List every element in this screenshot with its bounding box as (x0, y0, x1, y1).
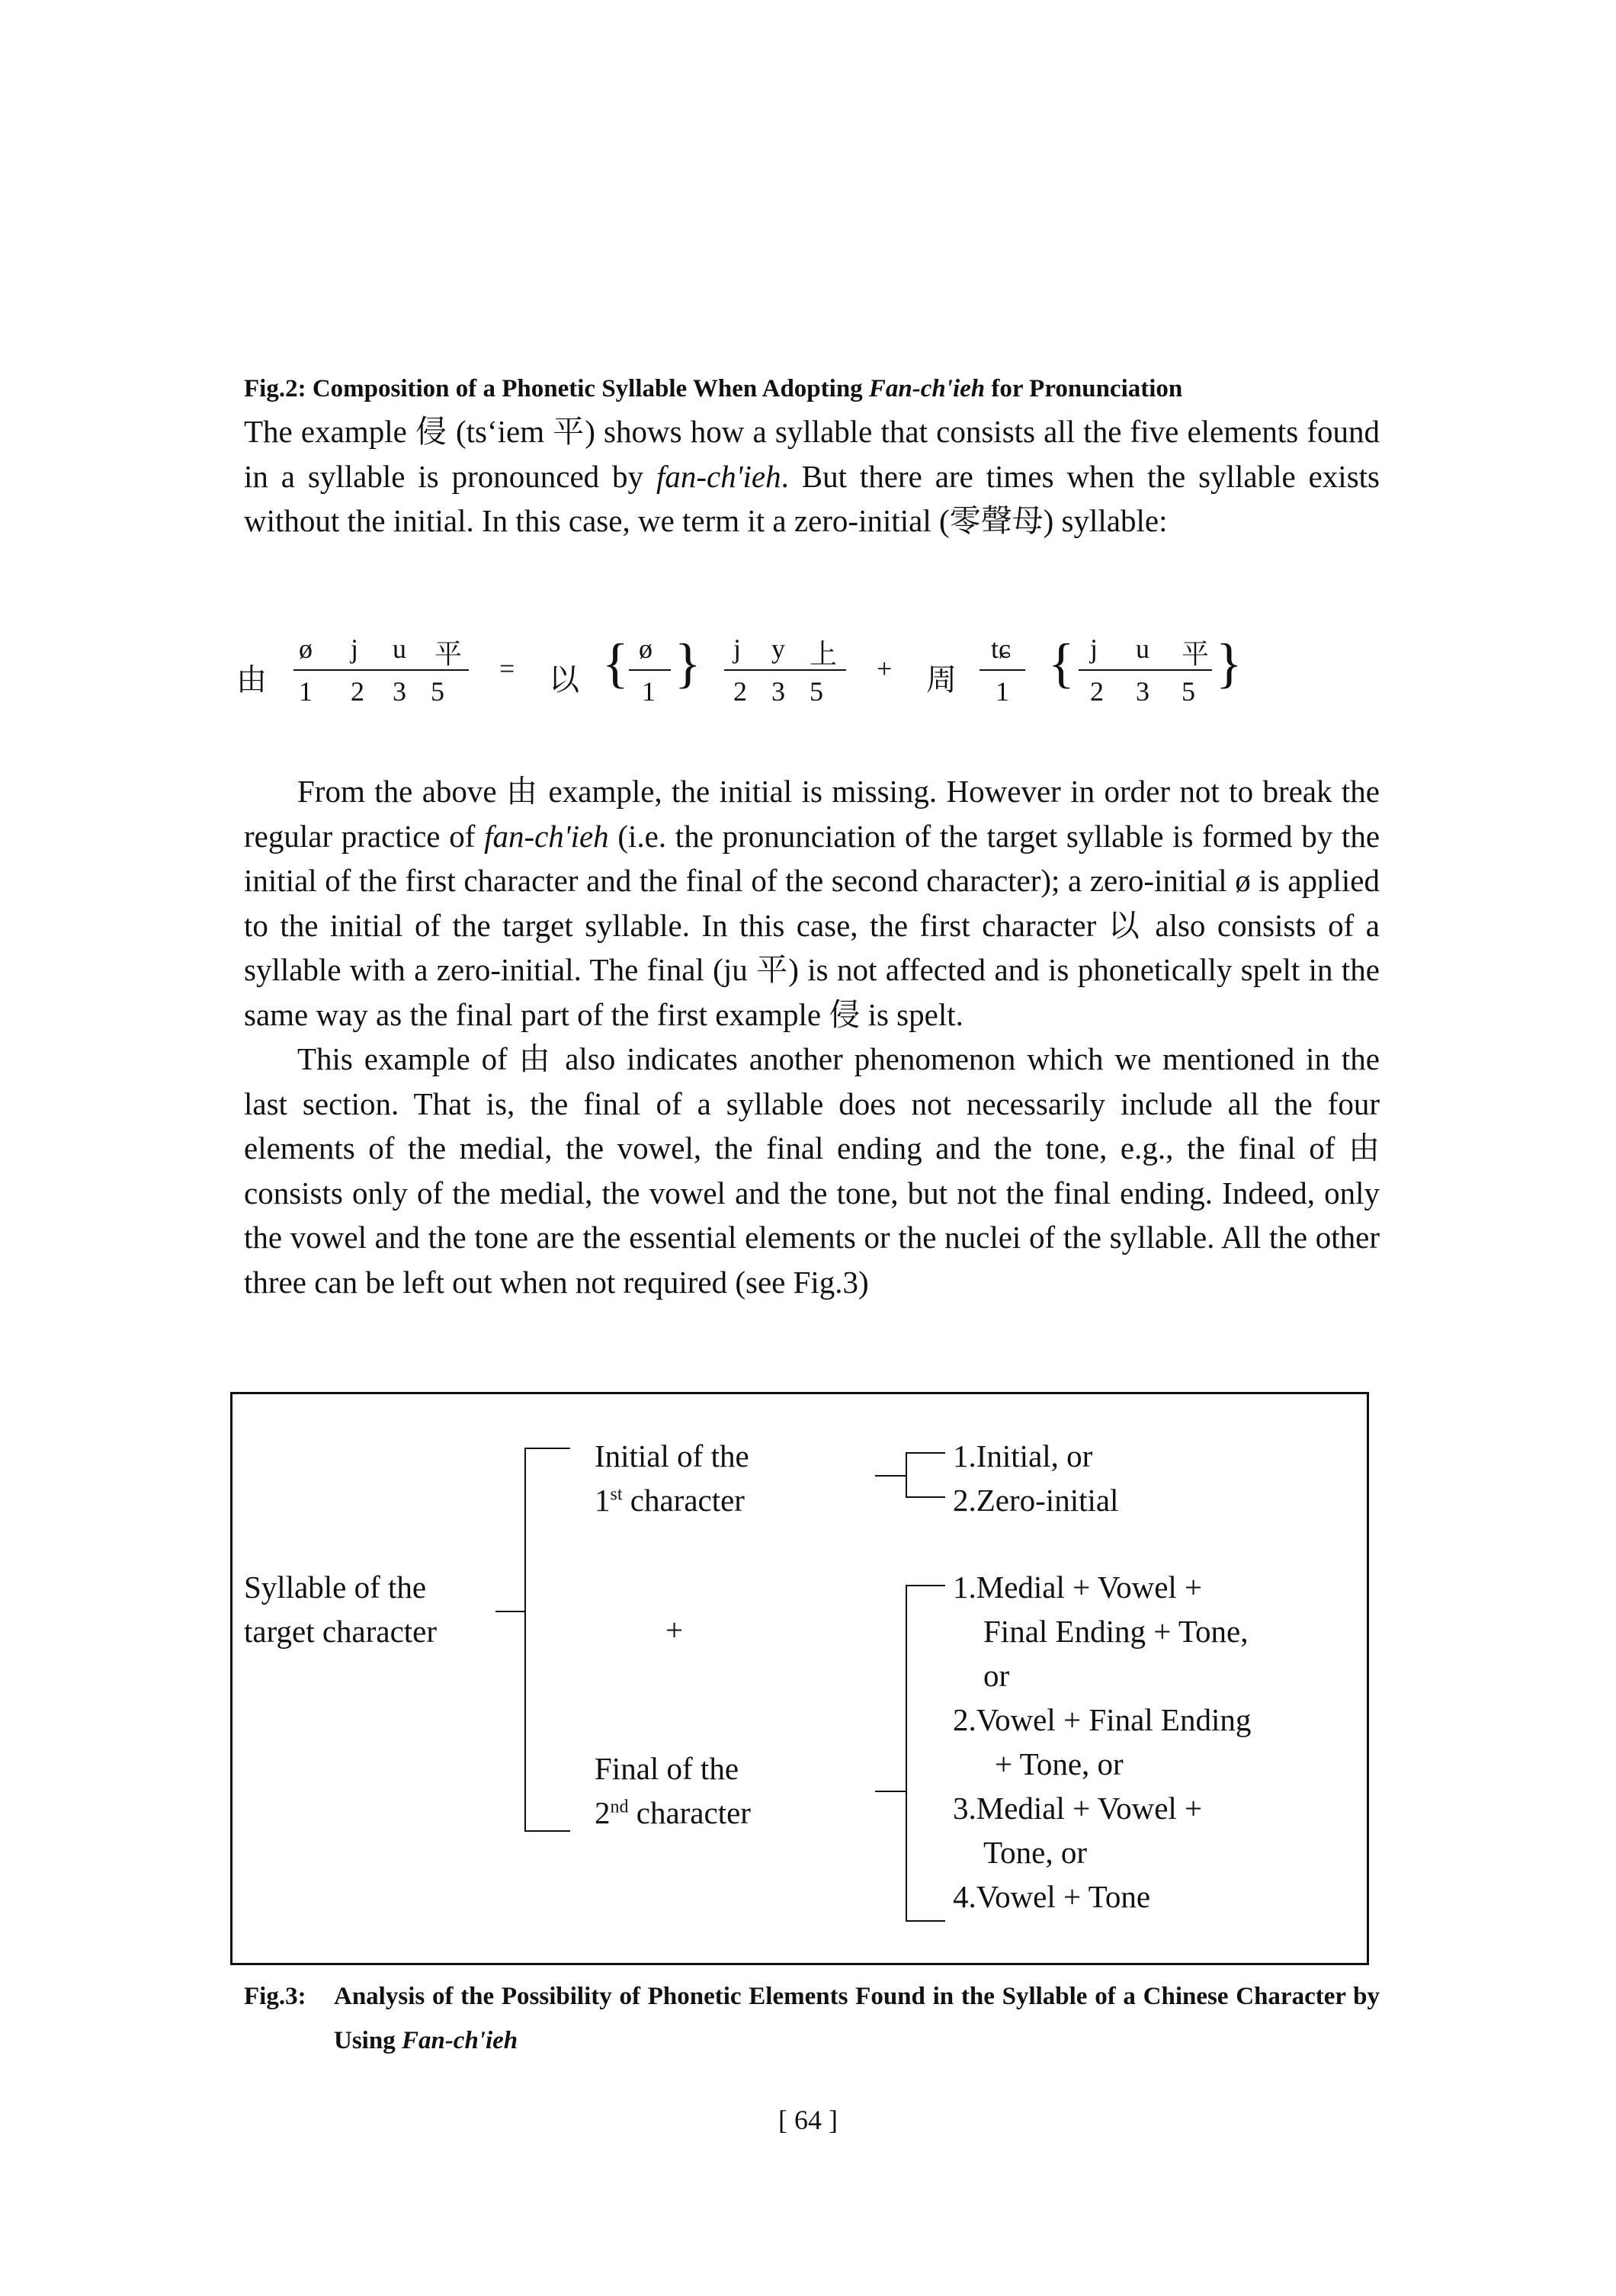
fig3-caption (244, 1974, 1380, 2063)
formula-target-line (293, 669, 469, 671)
formula-char2-final-bottom: 2 (1090, 676, 1104, 707)
final-option: + Tone, or (995, 1746, 1124, 1781)
formula-char2: 周 (926, 662, 957, 697)
final-connector (875, 1791, 907, 1792)
paragraph-1 (244, 409, 1380, 544)
para1-text-a: The example 侵 (ts‘iem 平) shows how a syllable that consists all the five elements found in a syllable is pronounced by (244, 414, 1380, 494)
initial-label-line2: 1st character (595, 1483, 745, 1518)
fig2-title (244, 375, 1182, 403)
plus-sign: + (665, 1612, 684, 1647)
initial-option: 2.Zero-initial (953, 1483, 1119, 1518)
formula-char1-initial-bottom: 1 (642, 676, 656, 707)
formula-char2-final-line (1079, 669, 1212, 671)
fig3-title-term: Fan-ch'ieh (401, 2027, 518, 2054)
fig2-title-start: Composition of a Phonetic Syllable When Adopting (312, 375, 863, 402)
para2-text-b: (i.e. the pronunciation of the target syllable is formed by the initial of the first character and the final of the second character); a zero-initial ø is applied to the initial of the target syllable. In this case, the first character 以 also consists of a syllable with a zero-initial. The final (ju 平) is not affected and is phonetically spelt in the same way as the final part of the first example 侵 is spelt. (244, 818, 1380, 1032)
paragraph-3: This example of 由 also indicates another phenomenon which we mentioned in the last section. That is, the final of a syllable does not necessarily include all the four elements of the medial, the vowel, the final ending and the tone, e.g., the final of 由 consists only of the medial, the vowel and the tone, but not the final ending. Indeed, only the vowel and the tone are the essential elements or the nuclei of the syllable. All the other three can be left out when not required (see Fig.3) (244, 1041, 1380, 1300)
final-option: Tone, or (983, 1835, 1088, 1870)
formula-char1-final-bottom: 3 (771, 676, 785, 707)
main-bracket-vertical (524, 1448, 526, 1830)
formula-target-top: ø (299, 633, 313, 664)
page-number: [ 64 ] (778, 2105, 838, 2135)
formula-target-top: 平 (434, 639, 463, 669)
formula-char1-final-top: y (771, 633, 785, 664)
formula-target-top: j (351, 633, 359, 664)
initial-option: 1.Initial, or (953, 1438, 1093, 1473)
fig3-label: Fig.3: (244, 1983, 306, 2010)
final-option: or (983, 1658, 1010, 1693)
formula-char2-initial-bottom: 1 (996, 676, 1009, 707)
formula-char1-initial-line (629, 669, 671, 671)
formula-char2-final-top: u (1136, 633, 1149, 664)
fig2-title-end: for Pronunciation (991, 375, 1183, 402)
formula-char1-initial-top: ø (639, 633, 652, 664)
root-label-line2: target character (244, 1614, 438, 1649)
formula-equals: = (499, 653, 515, 684)
formula-char2-final-bottom: 3 (1136, 676, 1149, 707)
final-bracket-top (906, 1585, 945, 1586)
final-option: Final Ending + Tone, (983, 1614, 1249, 1649)
left-brace: { (1048, 633, 1075, 694)
initial-connector (875, 1475, 907, 1477)
formula-char1-final-bottom: 2 (733, 676, 747, 707)
formula-char1-final-bottom: 5 (810, 676, 823, 707)
fig3-diagram (230, 1392, 1369, 1965)
formula-target-bottom: 1 (299, 676, 313, 707)
main-bracket-top (524, 1448, 570, 1449)
initial-bracket-top (906, 1452, 945, 1454)
formula-target-top: u (393, 633, 406, 664)
fig3-title-start: Analysis of the Possibility of Phonetic Elements Found in the Syllable of a Chinese Character by Using (334, 1983, 1380, 2054)
fig2-label: Fig.2: (244, 375, 306, 402)
right-brace: } (1216, 633, 1242, 694)
root-label-line1: Syllable of the (244, 1570, 427, 1605)
formula-char2-initial-top: tɕ (991, 633, 1011, 664)
left-brace: { (602, 633, 629, 694)
formula-char1: 以 (549, 662, 579, 697)
final-option: 2.Vowel + Final Ending (953, 1702, 1252, 1737)
formula-plus: + (877, 653, 893, 684)
formula-target-bottom: 5 (431, 676, 444, 707)
final-bracket-vertical (906, 1585, 907, 1922)
para2-text-a: From the above 由 example, the initial is missing. However in order not to break the regular practice of (244, 774, 1380, 854)
final-bracket-bottom (906, 1920, 945, 1922)
formula-target-char: 由 (236, 662, 267, 697)
formula-char2-initial-line (980, 669, 1025, 671)
final-option: 4.Vowel + Tone (953, 1879, 1151, 1914)
fig2-title-term: Fan-ch'ieh (868, 375, 986, 402)
paragraph-2 (244, 769, 1380, 1304)
para1-text-b: . But there are times when the syllable exists without the initial. In this case, we term it a zero-initial (零聲母) syllable: (244, 458, 1380, 538)
final-option: 1.Medial + Vowel + (953, 1570, 1203, 1605)
final-label-line1: Final of the (595, 1751, 739, 1786)
initial-label-line1: Initial of the (595, 1438, 749, 1473)
formula-char2-final-top: 平 (1182, 639, 1210, 669)
formula-char1-final-top: 上 (810, 639, 838, 669)
formula-char1-final-line (724, 669, 846, 671)
para1-term: fan-ch'ieh (656, 458, 781, 494)
main-bracket-bottom (524, 1830, 570, 1832)
fanchieh-formula (236, 633, 1334, 724)
formula-char2-final-bottom: 5 (1182, 676, 1195, 707)
right-brace: } (675, 633, 701, 694)
formula-target-bottom: 3 (393, 676, 406, 707)
initial-bracket-vertical (906, 1452, 907, 1498)
formula-char1-final-top: j (733, 633, 742, 664)
formula-target-bottom: 2 (351, 676, 364, 707)
final-option: 3.Medial + Vowel + (953, 1791, 1203, 1826)
final-label-line2: 2nd character (595, 1795, 751, 1830)
root-connector (495, 1611, 526, 1612)
formula-char2-final-top: j (1090, 633, 1098, 664)
para2-term: fan-ch'ieh (484, 818, 609, 854)
initial-bracket-bottom (906, 1496, 945, 1498)
